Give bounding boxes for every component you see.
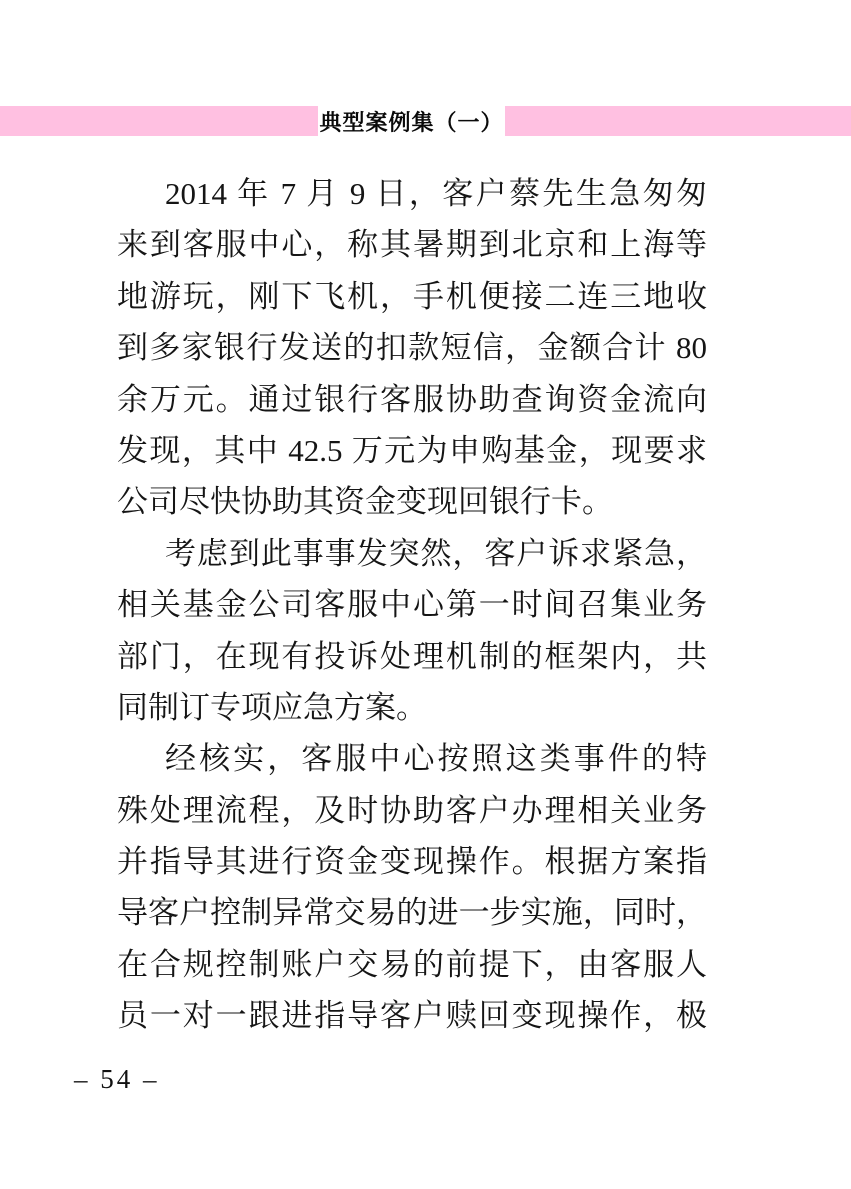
body-text-line: 发现，其中 42.5 万元为申购基金，现要求 bbox=[117, 432, 707, 468]
page-number: – 54 – bbox=[74, 1064, 160, 1094]
body-text-line: 经核实，客服中心按照这类事件的特 bbox=[165, 741, 707, 777]
page-header bbox=[0, 106, 851, 136]
body-text-line: 殊处理流程，及时协助客户办理相关业务 bbox=[117, 792, 707, 828]
running-head-title: 典型案例集（一） bbox=[319, 109, 504, 135]
body-text-line: 考虑到此事事发突然，客户诉求紧急， bbox=[165, 535, 707, 571]
body-text-line: 地游玩，刚下飞机，手机便接二连三地收 bbox=[117, 278, 707, 314]
body-text-line: 余万元。通过银行客服协助查询资金流向 bbox=[117, 381, 707, 417]
body-text-line: 到多家银行发送的扣款短信，金额合计 80 bbox=[117, 330, 707, 366]
body-text-line: 2014 年 7 月 9 日，客户蔡先生急匆匆 bbox=[165, 176, 707, 211]
body-text-line: 在合规控制账户交易的前提下，由客服人 bbox=[117, 946, 707, 982]
body-text-block bbox=[117, 168, 707, 1042]
body-text-line: 并指导其进行资金变现操作。根据方案指 bbox=[117, 844, 707, 880]
body-text-line: 同制订专项应急方案。 bbox=[117, 689, 427, 725]
body-text-line: 来到客服中心，称其暑期到北京和上海等 bbox=[117, 227, 707, 263]
header-right-bar bbox=[505, 106, 851, 136]
header-title-box bbox=[318, 106, 505, 136]
body-text-line: 公司尽快协助其资金变现回银行卡。 bbox=[117, 484, 613, 520]
body-text-line: 导客户控制异常交易的进一步实施，同时， bbox=[117, 895, 707, 931]
body-text-line: 员一对一跟进指导客户赎回变现操作，极 bbox=[117, 998, 707, 1034]
header-left-bar bbox=[0, 106, 318, 136]
body-text-line: 部门，在现有投诉处理机制的框架内，共 bbox=[117, 638, 707, 674]
body-text-line: 相关基金公司客服中心第一时间召集业务 bbox=[117, 587, 707, 623]
